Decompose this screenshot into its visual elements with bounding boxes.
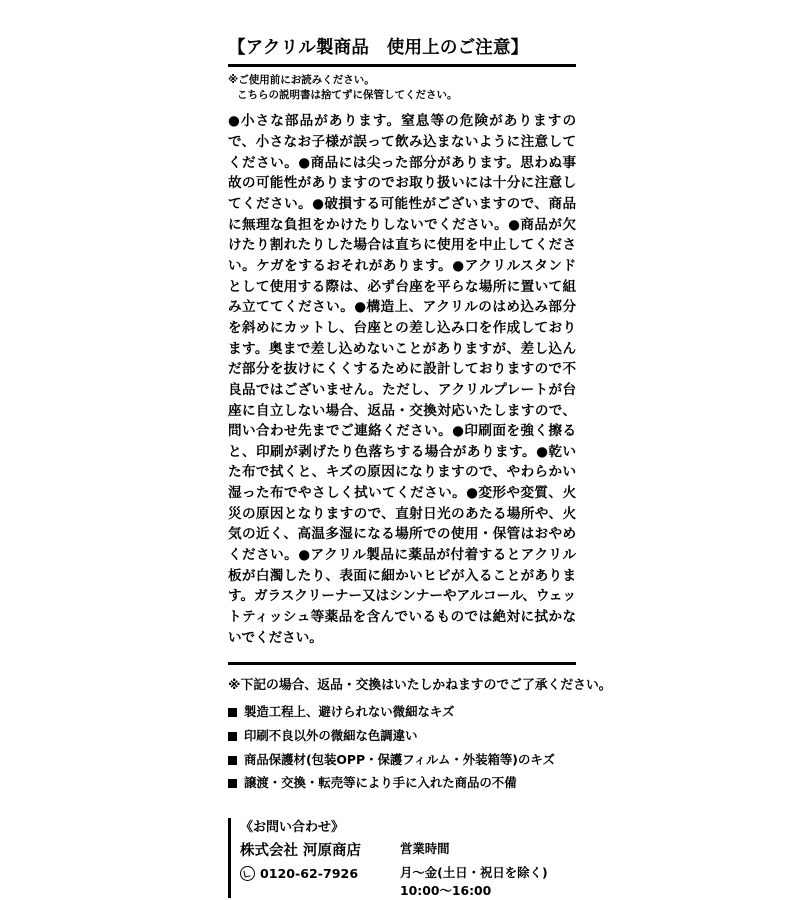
contact-hours-block xyxy=(400,839,570,900)
subnote-line-1: ※ご使用前にお読みください。 xyxy=(228,73,375,86)
list-item: 商品保護材(包装OPP・保護フィルム・外装箱等)のキズ xyxy=(228,752,576,769)
subnote-line-2: こちらの説明書は捨てずに保管してください。 xyxy=(237,89,458,102)
return-policy-list xyxy=(228,704,576,792)
list-item: 譲渡・交換・転売等により手に入れた商品の不備 xyxy=(228,775,576,792)
contact-heading: 《お問い合わせ》 xyxy=(240,820,345,836)
title-divider xyxy=(228,64,576,67)
hours-label: 営業時間 xyxy=(400,841,450,857)
contact-columns xyxy=(240,839,576,900)
hours-time: 10:00〜16:00 xyxy=(400,883,492,899)
precautions-body: ●小さな部品があります。窒息等の危険がありますので、小さなお子様が誤って飲み込まないように注意してください。●商品には尖った部分があります。思わぬ事故の可能性がありますのでお取り扱いには十分に注意してください。●破損する可能性がございますので、商品に無理な負担をかけたりしないでください。●商品が欠けたり割れたりした場合は直ちに使用を中止してください。ケガをするおそれがあります。●アクリルスタンドとして使用する際は、必ず台座を平らな場所に置いて組み立ててください。●構造上、アクリルのはめ込み部分を斜めにカットし、台座との差し込み口を作成しております。奥まで差し込めないことがありますが、差し込んだ部分を抜けにくくするために設計しておりますので不良品ではございません。ただし、アクリルプレートが台座に自立しない場合、返品・交換対応いたしますので、問い合わせ先までご連絡ください。●印刷面を強く擦ると、印刷が剥げたり色落ちする場合があります。●乾いた布で拭くと、キズの原因になりますので、やわらかい湿った布でやさしく拭いてください。●変形や変質、火災の原因となりますので、直射日光のあたる場所や、火気の近く、高温多湿になる場所での使用・保管はおやめください。●アクリル製品に薬品が付着するとアクリル板が白濁したり、表面に細かいヒビが入ることがあります。ガラスクリーナー又はシンナーやアルコール、ウェットティッシュ等薬品を含んでいるものでは絶対に拭かないでください。 xyxy=(228,113,576,646)
phone-number: 0120-62-7926 xyxy=(260,866,359,882)
contact-accent-bar xyxy=(228,818,231,898)
list-item: 製造工程上、避けられない微細なキズ xyxy=(228,704,576,721)
phone-row xyxy=(240,866,400,881)
read-before-use-note xyxy=(228,73,576,103)
list-item: 印刷不良以外の微細な色調違い xyxy=(228,728,576,745)
contact-section xyxy=(228,816,576,900)
page-title: 【アクリル製商品 使用上のご注意】 xyxy=(228,38,529,58)
return-policy-heading: ※下記の場合、返品・交換はいたしかねますのでご了承ください。 xyxy=(228,678,612,694)
company-name: 株式会社 河原商店 xyxy=(240,843,362,860)
section-divider xyxy=(228,662,576,665)
notice-document xyxy=(228,38,612,900)
telephone-icon xyxy=(240,866,255,881)
hours-days: 月〜金(土日・祝日を除く) xyxy=(400,865,548,881)
contact-company-block xyxy=(240,839,400,881)
